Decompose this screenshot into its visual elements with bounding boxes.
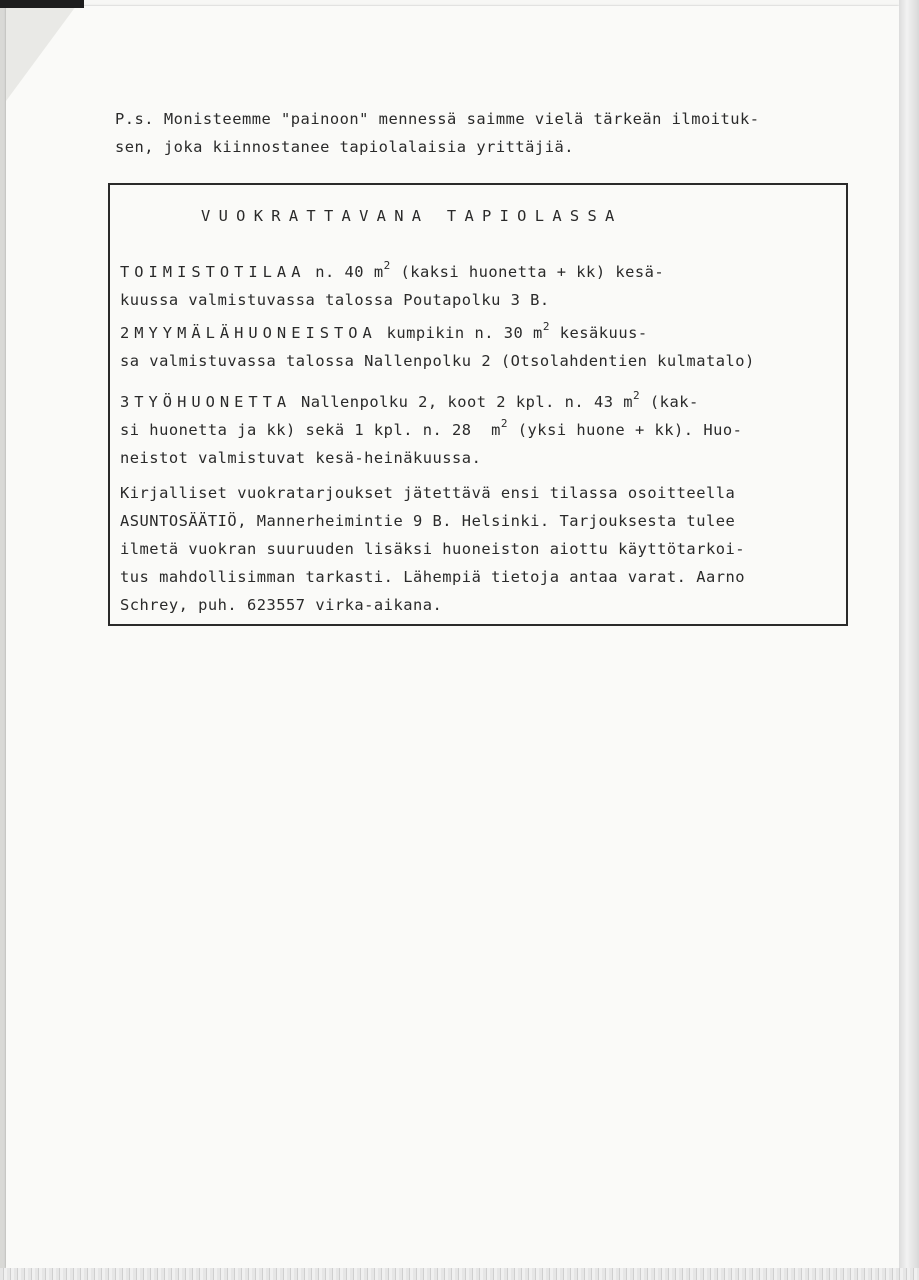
workrooms-paragraph <box>120 388 845 472</box>
offers-line-3: ilmetä vuokran suuruuden lisäksi huoneiston aiottu käyttötarkoi- <box>120 540 746 558</box>
shops-paragraph <box>120 319 845 375</box>
folded-corner <box>6 6 76 101</box>
scan-bottom-edge <box>0 1268 919 1280</box>
offers-line-5: Schrey, puh. 623557 virka-aikana. <box>120 596 443 614</box>
office-line-2: kuussa valmistuvassa talossa Poutapolku 3 B. <box>120 291 550 309</box>
workrooms-line-3: neistot valmistuvat kesä-heinäkuussa. <box>120 449 482 467</box>
offers-line-1: Kirjalliset vuokratarjoukset jätettävä ensi tilassa osoitteella <box>120 484 736 502</box>
shops-line-2: sa valmistuvassa talossa Nallenpolku 2 (Otsolahdentien kulmatalo) <box>120 352 755 370</box>
offers-line-4: tus mahdollisimman tarkasti. Lähempiä tietoja antaa varat. Aarno <box>120 568 746 586</box>
offers-paragraph <box>120 479 845 619</box>
workrooms-line-2b: (yksi huone + kk). Huo- <box>508 421 743 439</box>
postscript-paragraph <box>115 105 850 161</box>
scan-top-edge <box>0 0 84 8</box>
notice-title: VUOKRATTAVANA TAPIOLASSA <box>201 207 623 225</box>
office-heading: TOIMISTOTILAA <box>120 263 306 281</box>
office-line-1a: n. 40 m <box>305 263 384 281</box>
workrooms-heading: 3TYÖHUONETTA <box>120 393 292 411</box>
workrooms-superscript-2: 2 <box>500 417 508 430</box>
office-line-1b: (kaksi huonetta + kk) kesä- <box>390 263 665 281</box>
workrooms-line-2a: si huonetta ja kk) sekä 1 kpl. n. 28 m <box>120 421 501 439</box>
scan-right-edge <box>899 0 919 1280</box>
workrooms-line-1a: Nallenpolku 2, koot 2 kpl. n. 43 m <box>291 393 634 411</box>
office-space-paragraph <box>120 258 845 314</box>
shops-line-1a: kumpikin n. 30 m <box>376 324 543 342</box>
rental-notice-box <box>108 183 848 626</box>
postscript-line-2: sen, joka kiinnostanee tapiolalaisia yrittäjiä. <box>115 138 574 156</box>
shops-heading: 2MYYMÄLÄHUONEISTOA <box>120 324 377 342</box>
shops-line-1b: kesäkuus- <box>549 324 648 342</box>
postscript-line-1: P.s. Monisteemme "painoon" mennessä saimme vielä tärkeän ilmoituk- <box>115 110 760 128</box>
workrooms-line-1b: (kak- <box>640 393 699 411</box>
offers-line-2: ASUNTOSÄÄTIÖ, Mannerheimintie 9 B. Helsinki. Tarjouksesta tulee <box>120 512 736 530</box>
workrooms-superscript-1: 2 <box>633 389 641 402</box>
shops-superscript: 2 <box>542 320 550 333</box>
office-superscript: 2 <box>383 259 391 272</box>
